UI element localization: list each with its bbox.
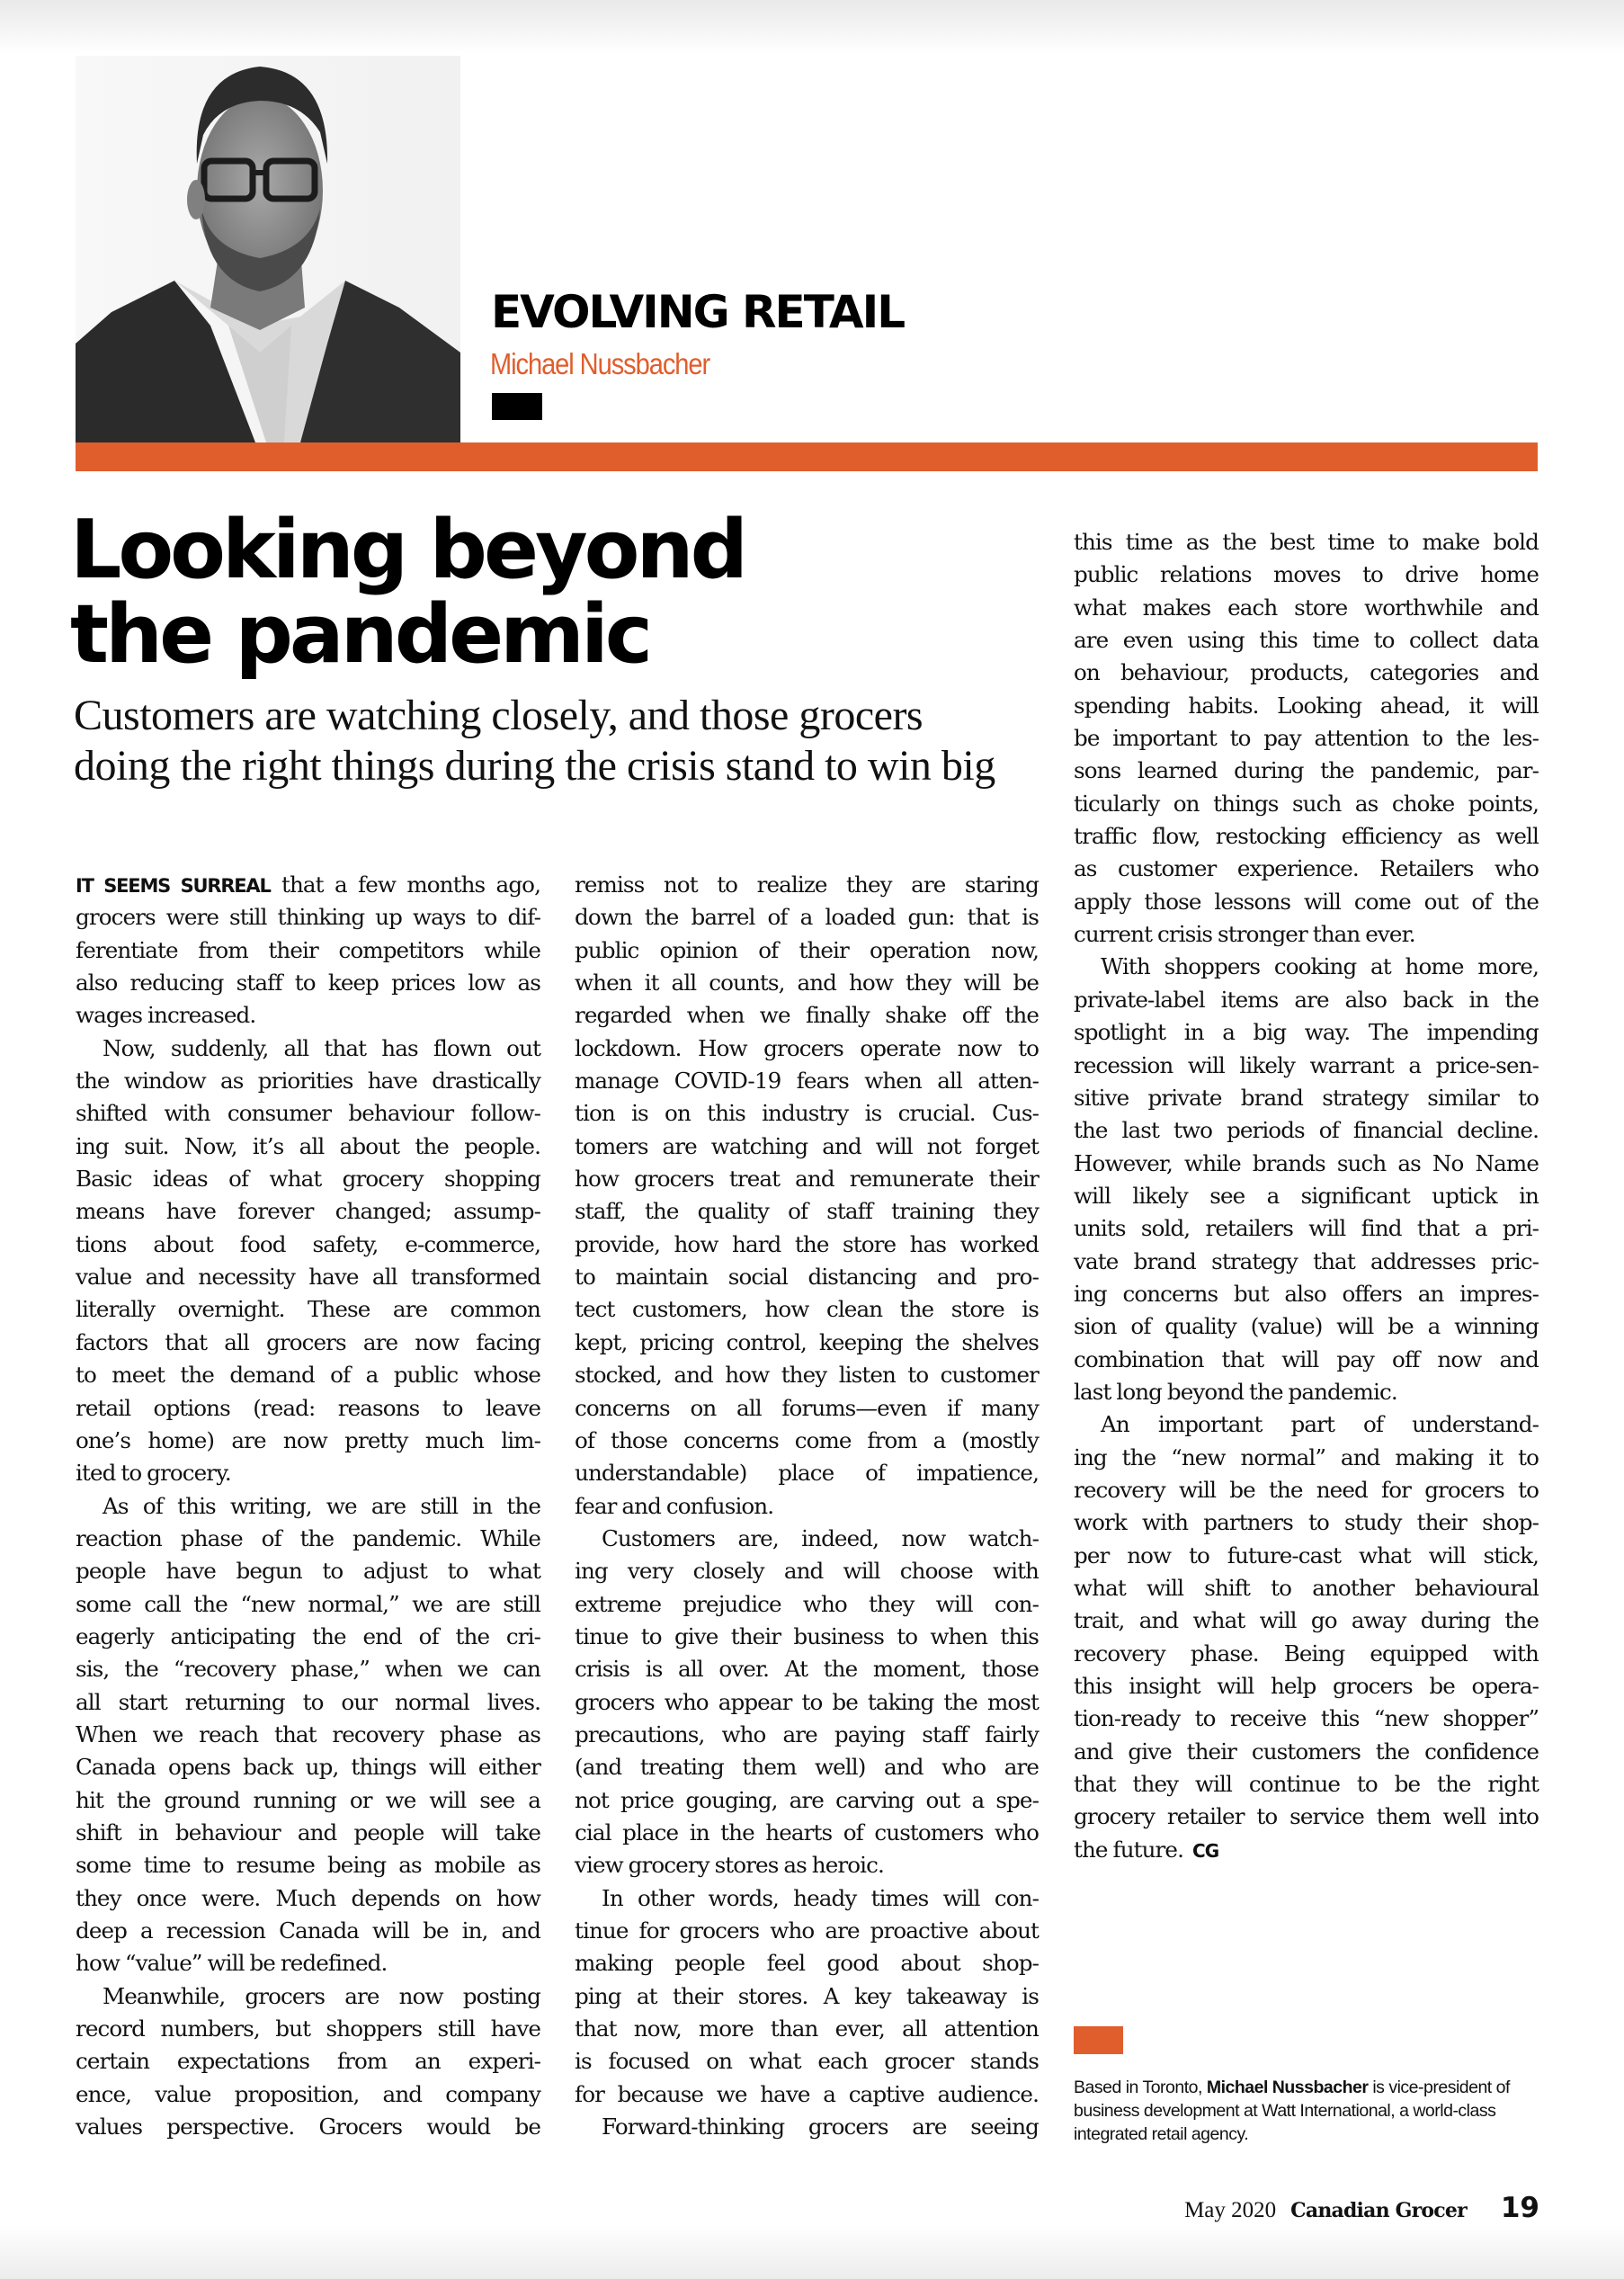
body-line: [1074, 657, 1539, 689]
body-line-text: the future.: [1074, 1836, 1183, 1863]
body-line-text: the window as priorities have drastically: [76, 1068, 540, 1095]
body-line-text: hit the ground running or we will see a: [76, 1786, 540, 1813]
body-line: [76, 1784, 540, 1817]
body-line-text: some time to resume being as mobile as: [76, 1852, 540, 1879]
body-line-text: regarded when we finally shake off the: [575, 1002, 1039, 1029]
body-line-text: one’s home) are now pretty much lim-: [76, 1426, 540, 1453]
body-line-text: lockdown. How grocers operate now to: [575, 1034, 1039, 1061]
body-line: [575, 1327, 1039, 1359]
body-line: [1074, 886, 1539, 918]
body-line-text: tion is on this industry is crucial. Cus-: [575, 1100, 1039, 1127]
body-line: [1074, 1736, 1539, 1768]
body-line-text: fear and confusion.: [575, 1492, 774, 1519]
body-line: [575, 2111, 1039, 2143]
body-line: [76, 2013, 540, 2045]
body-line: [575, 1686, 1039, 1719]
body-line: [76, 1457, 540, 1489]
body-line-text: spotlight in a big way. The impending: [1074, 1019, 1539, 1046]
body-line-text: kept, pricing control, keeping the shelves: [575, 1328, 1039, 1355]
body-line: [76, 967, 540, 999]
body-line: [76, 1653, 540, 1685]
body-line: [575, 1817, 1039, 1849]
body-line: [575, 1882, 1039, 1915]
page-edge-shadow-bottom: [0, 2225, 1624, 2279]
body-line-text: that a few months ago,: [270, 871, 540, 898]
body-line: [76, 1947, 540, 1980]
body-line: [1074, 1604, 1539, 1637]
body-line: [1074, 722, 1539, 755]
black-square-marker: [492, 393, 542, 420]
body-line: [1074, 820, 1539, 853]
body-line-text: public relations moves to drive home: [1074, 561, 1539, 588]
body-line-text: ferentiate from their competitors while: [76, 936, 540, 963]
body-line-text: that now, more than ever, all attention: [575, 2015, 1039, 2042]
body-line: [1074, 1082, 1539, 1114]
body-line: [76, 1882, 540, 1915]
body-line: [1074, 1572, 1539, 1604]
body-line: [575, 1097, 1039, 1130]
body-line-text: values perspective. Grocers would be: [76, 2114, 540, 2140]
body-line-text: for because we have a captive audience.: [575, 2080, 1039, 2107]
body-line: [1074, 1442, 1539, 1474]
body-line: [575, 1359, 1039, 1391]
body-line-text: tinue to give their business to when this: [575, 1622, 1039, 1649]
body-line-text: remiss not to realize they are staring: [575, 871, 1039, 898]
body-line: [76, 999, 540, 1032]
body-line: [76, 1195, 540, 1228]
body-line: [575, 1457, 1039, 1489]
body-line: [575, 1915, 1039, 1947]
end-mark: CG: [1192, 1839, 1219, 1862]
body-line-text: In other words, heady times will con-: [602, 1884, 1039, 1911]
body-line: [76, 1359, 540, 1391]
body-line-text: is focused on what each grocer stands: [575, 2048, 1039, 2075]
body-column-1: [76, 869, 540, 2143]
body-line-text: recession will likely warrant a price-sen-: [1074, 1051, 1539, 1078]
body-line-text: sion of quality (value) will be a winning: [1074, 1313, 1539, 1340]
body-line: [1074, 1638, 1539, 1670]
body-line-text: are even using this time to collect data: [1074, 627, 1539, 654]
author-photo: [76, 56, 460, 442]
body-line: [1074, 1278, 1539, 1310]
body-line-text: Basic ideas of what grocery shopping: [76, 1166, 540, 1193]
body-line: [575, 1653, 1039, 1685]
body-line-text: public opinion of their operation now,: [575, 936, 1039, 963]
body-line-text: However, while brands such as No Name: [1074, 1149, 1539, 1176]
body-line: [76, 1229, 540, 1261]
body-line: [76, 1751, 540, 1783]
author-bio: [1074, 2076, 1541, 2146]
body-line-text: As of this writing, we are still in the: [103, 1492, 540, 1519]
body-line: [575, 1293, 1039, 1326]
body-line-text: With shoppers cooking at home more,: [1101, 953, 1539, 980]
body-line-text: per now to future-cast what will stick,: [1074, 1542, 1539, 1568]
page-edge-shadow-top: [0, 0, 1624, 54]
body-line: [575, 1621, 1039, 1653]
body-line: [575, 934, 1039, 967]
body-line-text: last long beyond the pandemic.: [1074, 1378, 1397, 1405]
body-line: [1074, 1408, 1539, 1441]
body-line: [1074, 1474, 1539, 1506]
body-line: [575, 1195, 1039, 1228]
body-line: [575, 1719, 1039, 1751]
body-line: [76, 1131, 540, 1163]
bio-orange-marker: [1074, 2026, 1123, 2054]
body-line-text: units sold, retailers will find that a pri-: [1074, 1215, 1539, 1242]
body-line: [1074, 1670, 1539, 1703]
body-line-text: ing very closely and will choose with: [575, 1558, 1039, 1585]
body-line: [575, 1032, 1039, 1065]
body-line-text: tomers are watching and will not forget: [575, 1132, 1039, 1159]
body-line-text: deep a recession Canada will be in, and: [76, 1917, 540, 1944]
body-line-text: making people feel good about shop-: [575, 1950, 1039, 1977]
body-line: [76, 1849, 540, 1881]
column-title: EVOLVING RETAIL: [491, 286, 905, 338]
body-line-text: on behaviour, products, categories and: [1074, 659, 1539, 686]
body-line-text: shifted with consumer behaviour follow-: [76, 1100, 540, 1127]
body-line-text: will likely see a significant uptick in: [1074, 1182, 1539, 1209]
body-line-text: spending habits. Looking ahead, it will: [1074, 692, 1539, 719]
body-line-text: as customer experience. Retailers who: [1074, 855, 1539, 882]
body-line: [1074, 1148, 1539, 1180]
body-line-text: they once were. Much depends on how: [76, 1884, 540, 1911]
body-line: [76, 1523, 540, 1555]
body-line: [76, 1327, 540, 1359]
body-line: [76, 1686, 540, 1719]
body-line-text: to maintain social distancing and pro-: [575, 1264, 1039, 1291]
body-line-text: sons learned during the pandemic, par-: [1074, 757, 1539, 784]
body-line-text: record numbers, but shoppers still have: [76, 2015, 540, 2042]
body-line-text: apply those lessons will come out of the: [1074, 888, 1539, 915]
body-line-text: how grocers treat and remunerate their: [575, 1166, 1039, 1193]
body-line-text: ticularly on things such as choke points,: [1074, 790, 1539, 817]
body-line: [1074, 1114, 1539, 1147]
body-line: [1074, 984, 1539, 1016]
body-line: [1074, 1703, 1539, 1735]
body-line-text: stocked, and how they listen to customer: [575, 1362, 1039, 1389]
body-line: [76, 1065, 540, 1097]
body-line: [575, 1751, 1039, 1783]
body-line: [575, 967, 1039, 999]
headline-line-1: Looking beyond: [70, 503, 745, 597]
body-line: [1074, 690, 1539, 722]
body-line: [76, 934, 540, 967]
body-line-text: concerns on all forums—even if many: [575, 1394, 1039, 1421]
body-line: [76, 1032, 540, 1065]
body-line-text: An important part of understand-: [1101, 1411, 1539, 1438]
body-line-text: means have forever changed; assump-: [76, 1198, 540, 1225]
body-line-text: Now, suddenly, all that has flown out: [103, 1034, 540, 1061]
orange-rule-divider: [76, 442, 1538, 471]
body-line-text: crisis is all over. At the moment, those: [575, 1656, 1039, 1683]
body-line: [1074, 1768, 1539, 1801]
magazine-name: Canadian Grocer: [1290, 2199, 1467, 2222]
body-line-text: this insight will help grocers be opera-: [1074, 1673, 1539, 1700]
body-line: [575, 1392, 1039, 1425]
body-line-text: value and necessity have all transformed: [76, 1264, 540, 1291]
body-line: [76, 1980, 540, 2013]
body-column-3: [1074, 526, 1539, 1866]
body-line: [76, 1817, 540, 1849]
body-line-text: how “value” will be redefined.: [76, 1950, 388, 1977]
body-line: [575, 1261, 1039, 1293]
body-line-text: and give their customers the confidence: [1074, 1738, 1539, 1765]
body-line: [76, 1621, 540, 1653]
body-line: [1074, 1376, 1539, 1408]
body-line-text: Meanwhile, grocers are now posting: [103, 1982, 540, 2009]
body-line: [1074, 592, 1539, 624]
body-line-text: eagerly anticipating the end of the cri-: [76, 1622, 540, 1649]
body-line: [1074, 1180, 1539, 1212]
body-line: [76, 1719, 540, 1751]
body-line-text: trait, and what will go away during the: [1074, 1607, 1539, 1634]
article-deck: Customers are watching closely, and those grocers doing the right things during the crisis stand to win big: [74, 692, 995, 790]
body-line: [76, 1293, 540, 1326]
body-line: [1074, 1540, 1539, 1572]
bio-suffix: is vice-president of business development at Watt International, a world-class integrated retail agency.: [1074, 2078, 1510, 2144]
body-line-text: ence, value proposition, and company: [76, 2080, 540, 2107]
body-line-text: that they will continue to be the right: [1074, 1771, 1539, 1798]
body-line-text: people have begun to adjust to what: [76, 1558, 540, 1585]
body-line-text: vate brand strategy that addresses pric-: [1074, 1247, 1539, 1274]
body-line-text: tion-ready to receive this “new shopper”: [1074, 1705, 1539, 1732]
body-line-text: the last two periods of financial decline.: [1074, 1117, 1539, 1144]
body-line: [1074, 1506, 1539, 1539]
body-line: [1074, 951, 1539, 983]
headline-line-2: the pandemic: [70, 587, 650, 682]
author-byline: Michael Nussbacher: [490, 347, 710, 380]
body-line: [1074, 624, 1539, 657]
body-line: [76, 1555, 540, 1587]
body-line-text: view grocery stores as heroic.: [575, 1852, 884, 1879]
body-line: [575, 1980, 1039, 2013]
body-line: [1074, 1212, 1539, 1245]
body-line-text: what makes each store worthwhile and: [1074, 594, 1539, 621]
body-line: [1074, 1310, 1539, 1343]
body-line-text: work with partners to study their shop-: [1074, 1509, 1539, 1536]
body-line-text: understandable) place of impatience,: [575, 1460, 1039, 1487]
body-line: [575, 1588, 1039, 1621]
body-line: [1074, 1016, 1539, 1049]
body-line: [575, 1065, 1039, 1097]
body-line-text: recovery phase. Being equipped with: [1074, 1640, 1539, 1667]
body-line-text: (and treating them well) and who are: [575, 1754, 1039, 1781]
body-line: [1074, 918, 1539, 951]
body-column-2: [575, 869, 1039, 2143]
body-line-text: Customers are, indeed, now watch-: [602, 1524, 1039, 1551]
body-line-text: some call the “new normal,” we are still: [76, 1590, 540, 1617]
body-line: [76, 869, 540, 901]
body-line: [76, 1490, 540, 1523]
body-line-text: factors that all grocers are now facing: [76, 1328, 540, 1355]
bio-author-name: Michael Nussbacher: [1206, 2078, 1369, 2097]
body-line-text: ing the “new normal” and making it to: [1074, 1443, 1539, 1470]
body-line: [76, 901, 540, 934]
body-line: [575, 1163, 1039, 1195]
body-line: [76, 2111, 540, 2143]
body-line: [575, 1131, 1039, 1163]
body-line-text: grocery retailer to service them well into: [1074, 1803, 1539, 1830]
body-line-text: combination that will pay off now and: [1074, 1345, 1539, 1372]
body-line: [575, 869, 1039, 901]
body-line: [1074, 755, 1539, 787]
body-line-text: retail options (read: reasons to leave: [76, 1394, 540, 1421]
body-line: [1074, 1801, 1539, 1833]
body-line-text: what will shift to another behavioural: [1074, 1575, 1539, 1601]
body-line-text: extreme prejudice who they will con-: [575, 1590, 1039, 1617]
body-line-text: grocers were still thinking up ways to dif-: [76, 904, 540, 931]
body-line-text: all start returning to our normal lives.: [76, 1688, 540, 1715]
issue-date: May 2020: [1184, 2198, 1277, 2222]
body-line: [76, 2045, 540, 2078]
body-line: [575, 2013, 1039, 2045]
body-line-text: wages increased.: [76, 1002, 256, 1029]
body-line: [575, 1229, 1039, 1261]
body-line-text: this time as the best time to make bold: [1074, 529, 1539, 555]
body-line-text: Forward-thinking grocers are seeing: [602, 2114, 1039, 2140]
body-line: [575, 901, 1039, 934]
body-line-text: staff, the quality of staff training they: [575, 1198, 1039, 1225]
body-line: [575, 1523, 1039, 1555]
body-line: [575, 2045, 1039, 2078]
body-line-text: reaction phase of the pandemic. While: [76, 1524, 540, 1551]
body-line: [1074, 788, 1539, 820]
body-line: [575, 999, 1039, 1032]
body-line: [76, 1425, 540, 1457]
body-line: [575, 1490, 1039, 1523]
body-line: [76, 1261, 540, 1293]
body-line-text: ited to grocery.: [76, 1460, 231, 1487]
body-line-text: certain expectations from an experi-: [76, 2048, 540, 2075]
body-line: [1074, 1246, 1539, 1278]
body-line-text: ping at their stores. A key takeaway is: [575, 1982, 1039, 2009]
article-headline: [70, 503, 1041, 682]
body-line-text: be important to pay attention to the les-: [1074, 725, 1539, 752]
body-line-text: ing suit. Now, it’s all about the people.: [76, 1132, 540, 1159]
body-line-text: current crisis stronger than ever.: [1074, 921, 1415, 948]
body-line-text: private-label items are also back in the: [1074, 986, 1539, 1013]
page-number: 19: [1500, 2192, 1539, 2224]
body-line: [1074, 1834, 1539, 1866]
author-portrait-icon: [76, 56, 460, 442]
body-line: [575, 1784, 1039, 1817]
body-line-text: manage COVID-19 fears when all atten-: [575, 1068, 1039, 1095]
body-line: [1074, 526, 1539, 559]
body-line: [575, 1555, 1039, 1587]
body-line-text: precautions, who are paying staff fairly: [575, 1720, 1039, 1747]
body-line-text: recovery will be the need for grocers to: [1074, 1476, 1539, 1503]
body-line-text: also reducing staff to keep prices low as: [76, 970, 540, 997]
body-line-text: traffic flow, restocking efficiency as well: [1074, 823, 1539, 850]
body-line-text: shift in behaviour and people will take: [76, 1819, 540, 1846]
body-line-text: sis, the “recovery phase,” when we can: [76, 1656, 540, 1683]
body-line-text: grocers who appear to be taking the most: [575, 1688, 1039, 1715]
body-line: [1074, 853, 1539, 885]
body-line: [76, 1097, 540, 1130]
body-line-text: When we reach that recovery phase as: [76, 1720, 540, 1747]
body-line-text: literally overnight. These are common: [76, 1296, 540, 1323]
body-line-text: tinue for grocers who are proactive about: [575, 1917, 1039, 1944]
body-line: [1074, 1050, 1539, 1082]
body-line-text: Canada opens back up, things will either: [76, 1754, 540, 1781]
body-line-text: to meet the demand of a public whose: [76, 1362, 540, 1389]
body-line: [76, 2078, 540, 2111]
body-line-text: provide, how hard the store has worked: [575, 1230, 1039, 1257]
bio-prefix: Based in Toronto,: [1074, 2078, 1207, 2097]
body-line-text: tect customers, how clean the store is: [575, 1296, 1039, 1323]
body-line: [1074, 1344, 1539, 1376]
lead-in: IT SEEMS SURREAL: [76, 875, 271, 897]
body-line: [575, 2078, 1039, 2111]
body-line: [575, 1425, 1039, 1457]
body-line-text: when it all counts, and how they will be: [575, 970, 1039, 997]
body-line-text: not price gouging, are carving out a spe-: [575, 1786, 1039, 1813]
body-line-text: tions about food safety, e-commerce,: [76, 1230, 540, 1257]
body-line-text: ing concerns but also offers an impres-: [1074, 1280, 1539, 1307]
body-line-text: of those concerns come from a (mostly: [575, 1426, 1039, 1453]
body-line-text: sitive private brand strategy similar to: [1074, 1084, 1539, 1111]
body-line-text: cial place in the hearts of customers who: [575, 1819, 1039, 1846]
body-line: [76, 1392, 540, 1425]
body-line: [76, 1163, 540, 1195]
body-line: [575, 1849, 1039, 1881]
body-line: [76, 1915, 540, 1947]
body-line: [76, 1588, 540, 1621]
body-line: [1074, 559, 1539, 591]
page-folio: [1184, 2192, 1539, 2224]
body-line: [575, 1947, 1039, 1980]
body-line-text: down the barrel of a loaded gun: that is: [575, 904, 1039, 931]
